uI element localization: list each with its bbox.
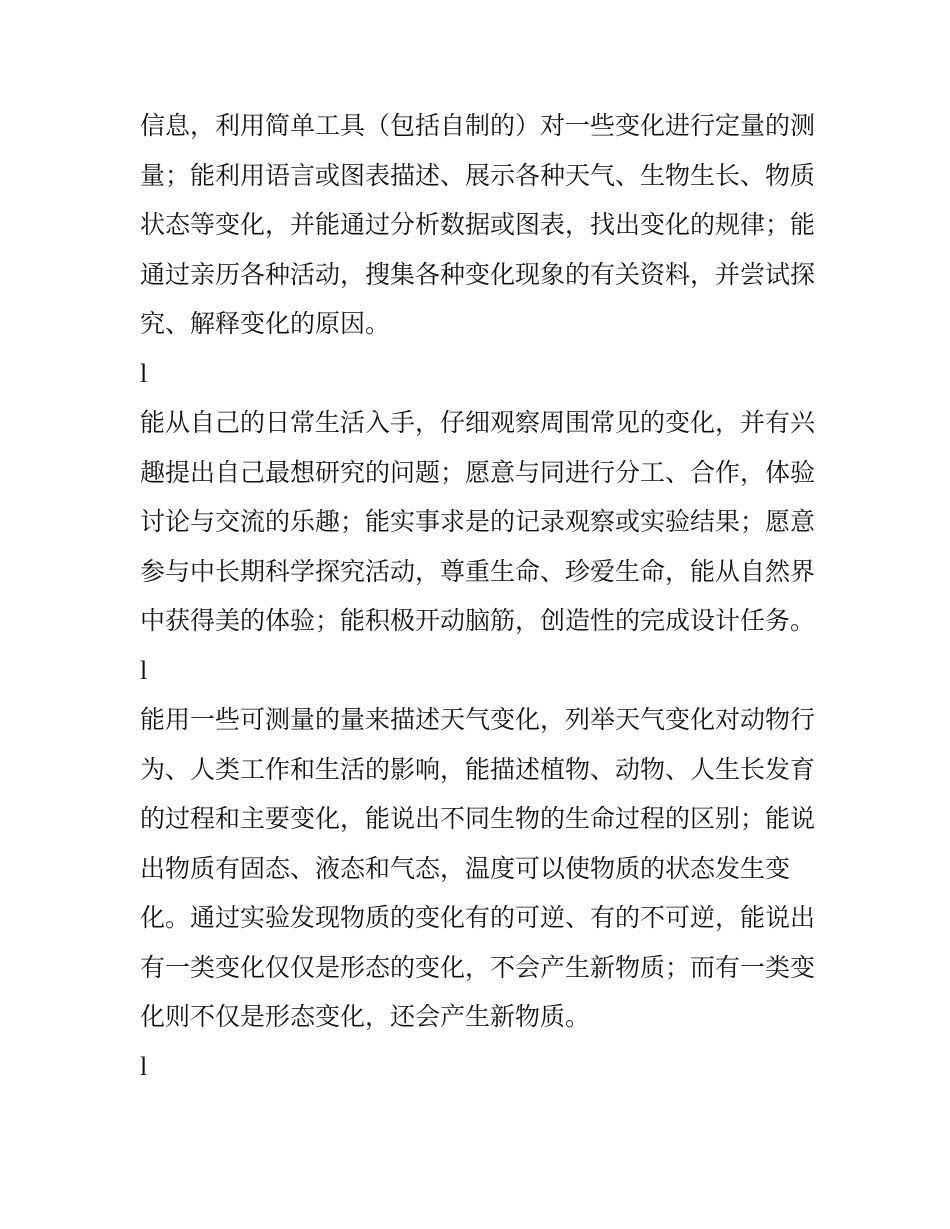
text-line: 信息，利用简单工具（包括自制的）对一些变化进行定量的测	[140, 111, 816, 140]
text-line: 为、人类工作和生活的影响，能描述植物、动物、人生长发育	[140, 754, 816, 784]
text-line: 化。通过实验发现物质的变化有的可逆、有的不可逆，能说出	[140, 903, 816, 932]
text-line: 的过程和主要变化，能说出不同生物的生命过程的区别；能说	[140, 804, 816, 833]
text-line: 中获得美的体验；能积极开动脑筋，创造性的完成设计任务。	[140, 606, 816, 635]
list-marker: l	[140, 655, 148, 685]
list-marker: l	[140, 358, 148, 388]
list-marker: l	[140, 1051, 148, 1081]
text-line: 有一类变化仅仅是形态的变化，不会产生新物质；而有一类变	[140, 952, 816, 982]
paragraph	[140, 101, 820, 349]
paragraph	[140, 398, 820, 646]
text-line: 能从自己的日常生活入手，仔细观察周围常见的变化，并有兴	[140, 408, 816, 437]
text-line: 参与中长期科学探究活动，尊重生命、珍爱生命，能从自然界	[140, 556, 816, 586]
text-line: 究、解释变化的原因。	[140, 309, 391, 338]
text-line: 状态等变化，并能通过分析数据或图表，找出变化的规律；能	[140, 210, 816, 239]
text-line: 讨论与交流的乐趣；能实事求是的记录观察或实验结果；愿意	[140, 507, 816, 536]
text-line: 量；能利用语言或图表描述、展示各种天气、生物生长、物质	[140, 160, 816, 190]
text-line: 通过亲历各种活动，搜集各种变化现象的有关资料，并尝试探	[140, 259, 816, 289]
text-line: 出物质有固态、液态和气态，温度可以使物质的状态发生变	[140, 853, 791, 883]
text-line: 能用一些可测量的量来描述天气变化，列举天气变化对动物行	[140, 705, 816, 734]
text-line: 化则不仅是形态变化，还会产生新物质。	[140, 1002, 591, 1031]
text-line: 趣提出自己最想研究的问题；愿意与同进行分工、合作，体验	[140, 457, 816, 487]
paragraph	[140, 695, 820, 1042]
document-body	[140, 101, 820, 1091]
